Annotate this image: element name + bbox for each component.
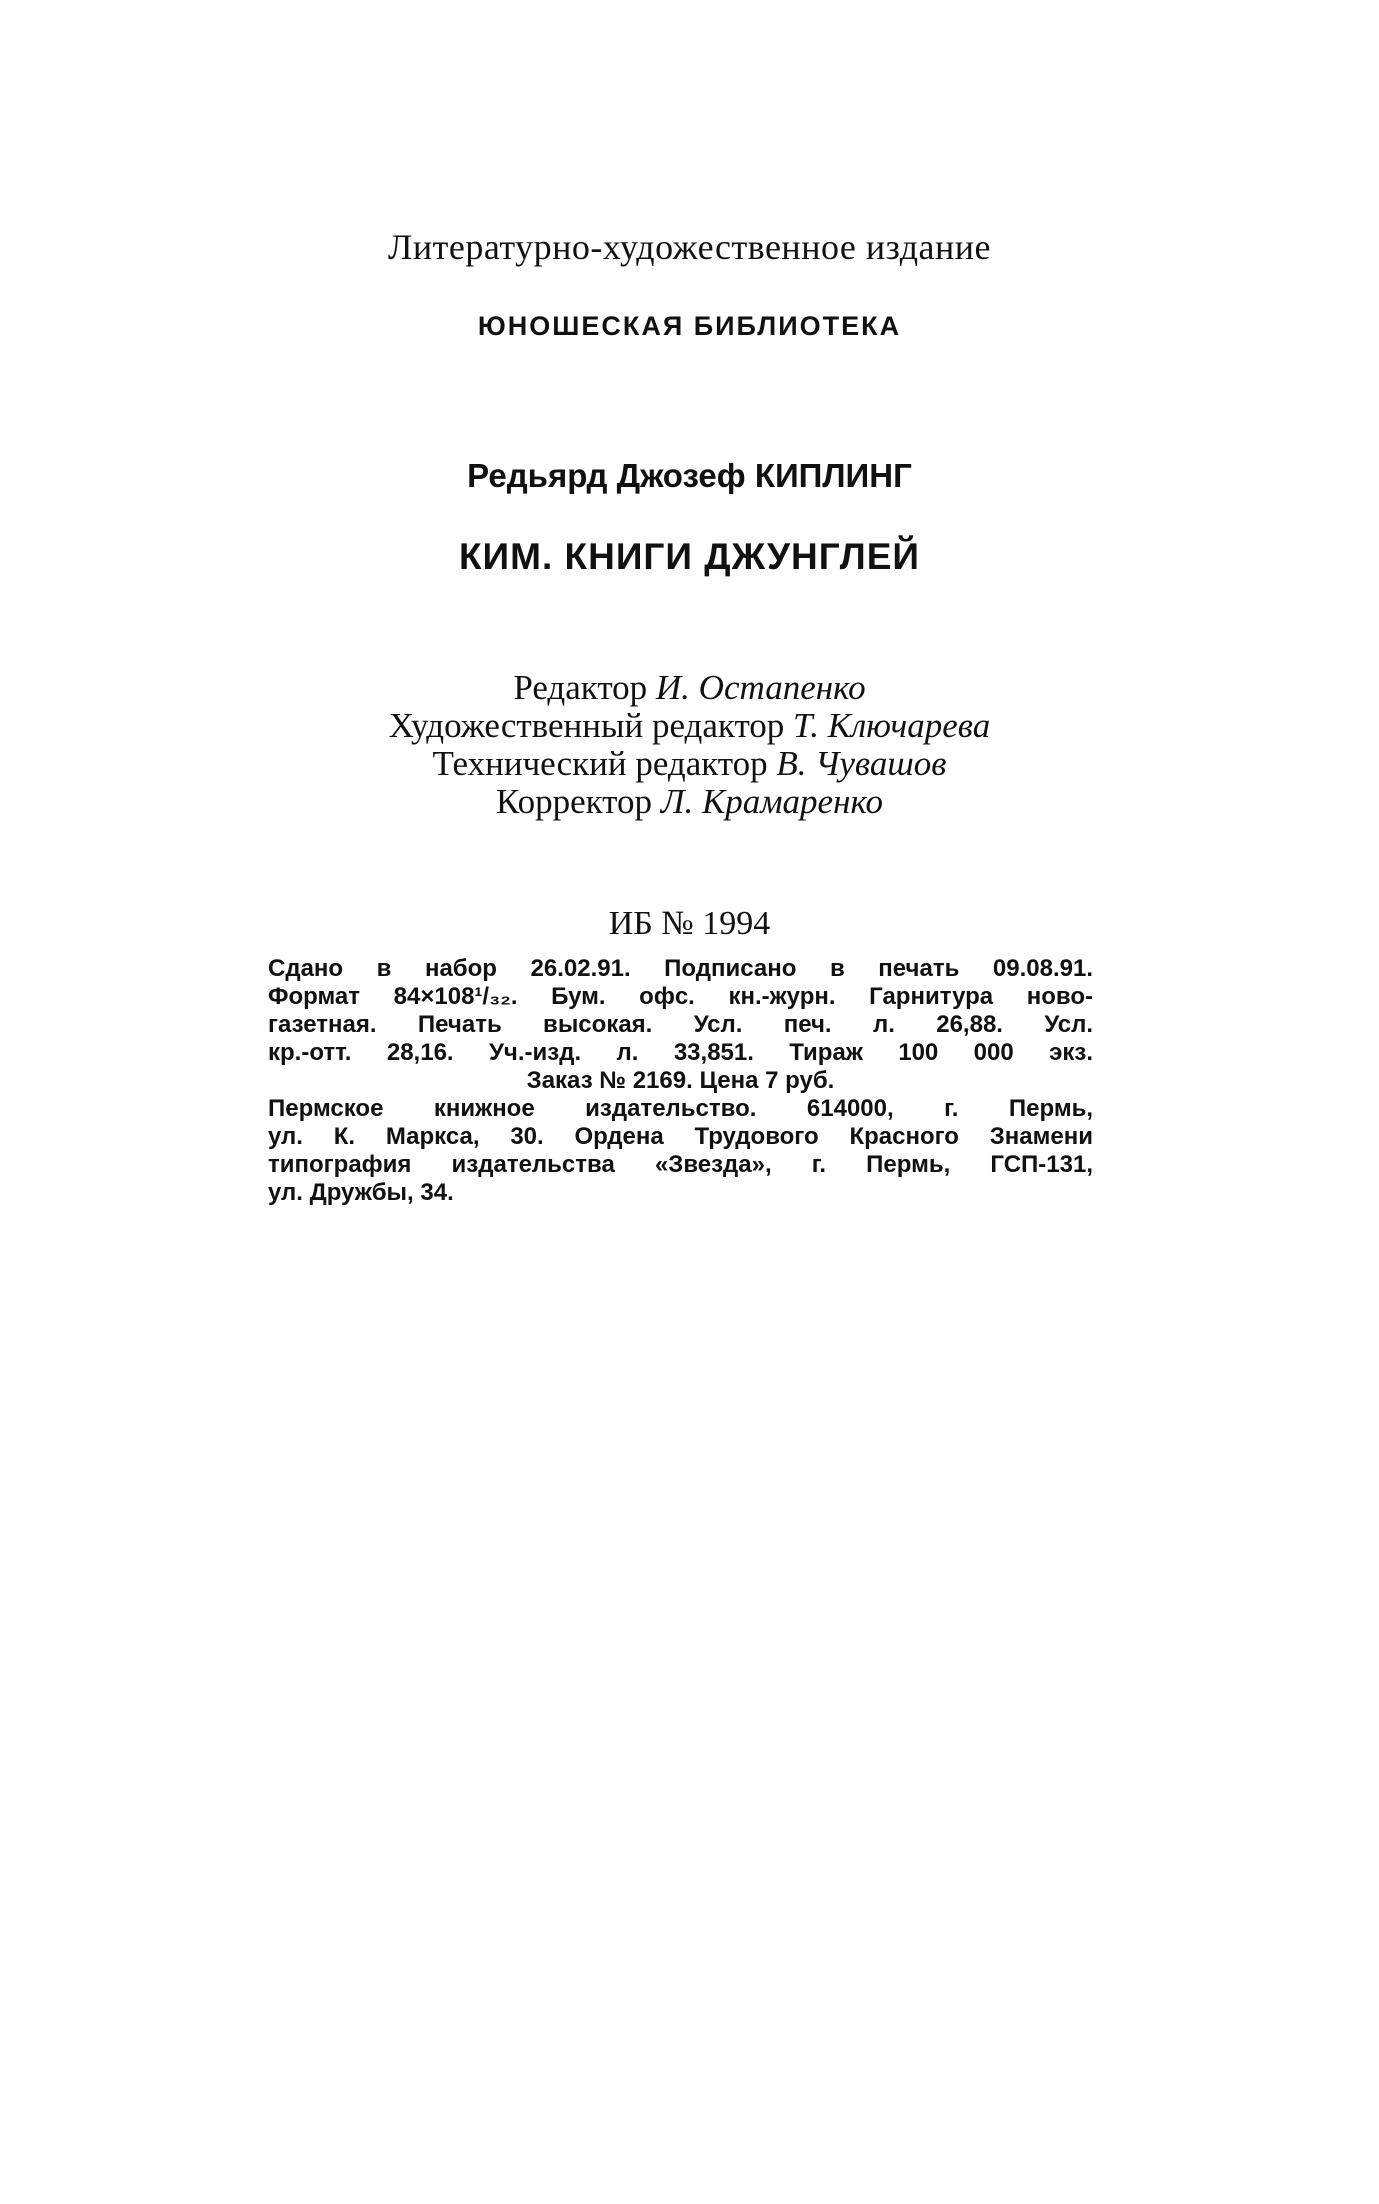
edition-type: Литературно-художественное издание (387, 227, 992, 267)
staff-row-editor (0, 669, 1379, 707)
imprint-line: Пермское книжное издательство. 614000, г. Пермь, (268, 1095, 1093, 1122)
staff-row-tech-editor (0, 745, 1379, 783)
staff-name: В. Чувашов (776, 744, 947, 783)
staff-name: И. Остапенко (655, 668, 866, 707)
imprint-line: Формат 84×108¹/₃₂. Бум. офс. кн.-журн. Гарнитура ново- (268, 983, 1093, 1010)
staff-role: Технический редактор (432, 744, 768, 783)
staff-row-proofreader (0, 783, 1379, 821)
editorial-staff (0, 669, 1379, 821)
book-title: КИМ. КНИГИ ДЖУНГЛЕЙ (458, 536, 921, 577)
staff-name: Л. Крамаренко (660, 782, 883, 821)
staff-role: Редактор (513, 668, 648, 707)
staff-role: Художественный редактор (388, 706, 785, 745)
staff-name: Т. Ключарева (793, 706, 991, 745)
series-name: ЮНОШЕСКАЯ БИБЛИОТЕКА (477, 311, 902, 341)
imprint-line: кр.-отт. 28,16. Уч.-изд. л. 33,851. Тираж 100 000 экз. (268, 1039, 1093, 1066)
staff-role: Корректор (496, 782, 653, 821)
imprint-line: ул. К. Маркса, 30. Ордена Трудового Красного Знамени (268, 1123, 1093, 1150)
imprint-line: ул. Дружбы, 34. (268, 1179, 454, 1206)
imprint-line: газетная. Печать высокая. Усл. печ. л. 26,88. Усл. (268, 1011, 1093, 1038)
imprint-line: Заказ № 2169. Цена 7 руб. (526, 1067, 835, 1094)
ib-number: ИБ № 1994 (608, 905, 771, 942)
imprint-line: Сдано в набор 26.02.91. Подписано в печать 09.08.91. (268, 955, 1093, 982)
staff-row-art-editor (0, 707, 1379, 745)
author-name: Редьярд Джозеф КИПЛИНГ (467, 457, 912, 494)
imprint-line: типография издательства «Звезда», г. Пермь, ГСП-131, (268, 1151, 1093, 1178)
imprint-block (268, 955, 1093, 1207)
